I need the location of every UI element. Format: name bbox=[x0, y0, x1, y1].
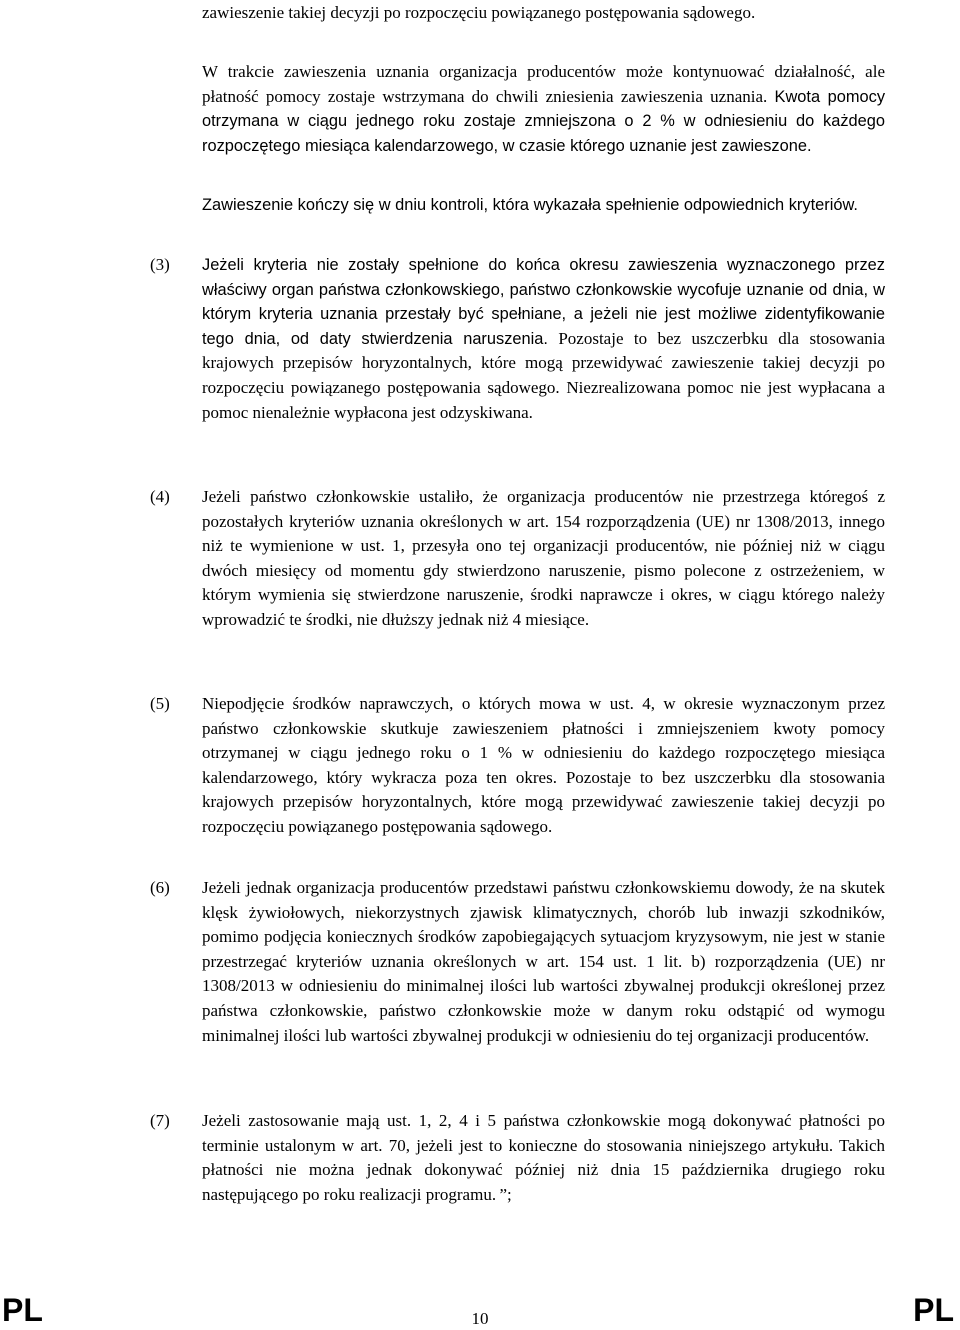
item-number-4: (4) bbox=[150, 487, 170, 506]
paragraph-6: Jeżeli jednak organizacja producentów przedstawi państwu członkowskiemu dowody, że na skutek klęsk żywiołowych, niekorzystnych zjawisk klimatycznych, chorób lub inwazji szkodników, pomimo podjęcia koniecznych środków zapobiegających sytuacjom kryzysowym, nie jest w stanie przestrzegać kryteriów uznania określonych w art. 154 ust. 1 lit. b) rozporządzenia (UE) nr 1308/2013 w odniesieniu do minimalnej ilości lub wartości zbywalnej produkcji określonej przez państwa członkowskie, państwo członkowskie może w danym roku odstąpić od wymogu minimalnej ilości lub wartości zbywalnej produkcji w odniesieniu do tej organizacji producentów. bbox=[202, 878, 885, 1045]
paragraph-5: Niepodjęcie środków naprawczych, o których mowa w ust. 4, w okresie wyznaczonym przez państwo członkowskie skutkuje zawieszeniem płatności i zmniejszeniem kwoty pomocy otrzymanej w ciągu jednego roku o 1 % w odniesieniu do każdego rozpoczętego miesiąca kalendarzowego, który wykracza poza ten okres. Pozostaje to bez uszczerbku dla stosowania krajowych przepisów horyzontalnych, które mogą przewidywać zawieszenie takiej decyzji po rozpoczęciu powiązanego postępowania sądowego. bbox=[202, 694, 885, 836]
item-number-7: (7) bbox=[150, 1111, 170, 1130]
item-number-6: (6) bbox=[150, 878, 170, 897]
item-number-3: (3) bbox=[150, 255, 170, 274]
paragraph-suspension-part2: Kwota pomocy otrzymana w ciągu jednego roku zostaje zmniejszona o 2 % w odniesieniu do każdego rozpoczętego miesiąca kalendarzowego, w czasie którego uznanie jest zawieszone. bbox=[202, 87, 886, 155]
paragraph-suspension-part1: W trakcie zawieszenia uznania organizacja producentów może kontynuować działalność, ale płatność pomocy zostaje wstrzymana do chwili zniesienia zawieszenia uznania. bbox=[202, 62, 885, 106]
paragraph-7: Jeżeli zastosowanie mają ust. 1, 2, 4 i 5 państwa członkowskie mogą dokonywać płatności po terminie ustalonym w art. 70, jeżeli jest to konieczne do stosowania niniejszego artykułu. Takich płatności nie można jednak dokonywać później niż dnia 15 października drugiego roku następującego po roku realizacji programu. ”; bbox=[202, 1111, 885, 1204]
paragraph-suspension bbox=[202, 60, 885, 158]
footer-language-left: PL bbox=[2, 1292, 43, 1328]
paragraph-continuation: zawieszenie takiej decyzji po rozpoczęciu powiązanego postępowania sądowego. bbox=[202, 3, 756, 22]
footer-language-right: PL bbox=[913, 1292, 954, 1328]
paragraph-suspension-end: Zawieszenie kończy się w dniu kontroli, która wykazała spełnienie odpowiednich kryteriów. bbox=[202, 196, 858, 214]
paragraph-4: Jeżeli państwo członkowskie ustaliło, że organizacja producentów nie przestrzega któregoś z pozostałych kryteriów uznania określonych w art. 154 rozporządzenia (UE) nr 1308/2013, innego niż te wymienione w ust. 1, przesyła ono tej organizacji producentów, nie później niż w ciągu dwóch miesięcy od momentu gdy stwierdzono naruszenie, pismo polecone z ostrzeżeniem, w którym wymienia się stwierdzone naruszenie, środki naprawcze i okres, w ciągu którego należy wprowadzić te środki, nie dłuższy jednak niż 4 miesiące. bbox=[202, 487, 885, 629]
item-number-5: (5) bbox=[150, 694, 170, 713]
paragraph-3-part1: Jeżeli kryteria nie zostały spełnione do końca okresu zawieszenia wyznaczonego przez właściwy organ państwa członkowskiego, państwo członkowskie wycofuje uznanie od dnia, w którym kryteria uznania przestały być spełniane, a jeżeli nie jest możliwe zidentyfikowanie tego dnia, od daty stwierdzenia naruszenia. bbox=[202, 256, 885, 348]
paragraph-3-part2: Pozostaje to bez uszczerbku dla stosowania krajowych przepisów horyzontalnych, które mogą przewidywać zawieszenie takiej decyzji po rozpoczęciu powiązanego postępowania sądowego. Niezrealizowana pomoc nie jest wypłacana a pomoc nienależnie wypłacona jest odzyskiwana. bbox=[202, 328, 886, 422]
footer-page-number: 10 bbox=[471, 1309, 489, 1328]
paragraph-3 bbox=[202, 253, 885, 425]
